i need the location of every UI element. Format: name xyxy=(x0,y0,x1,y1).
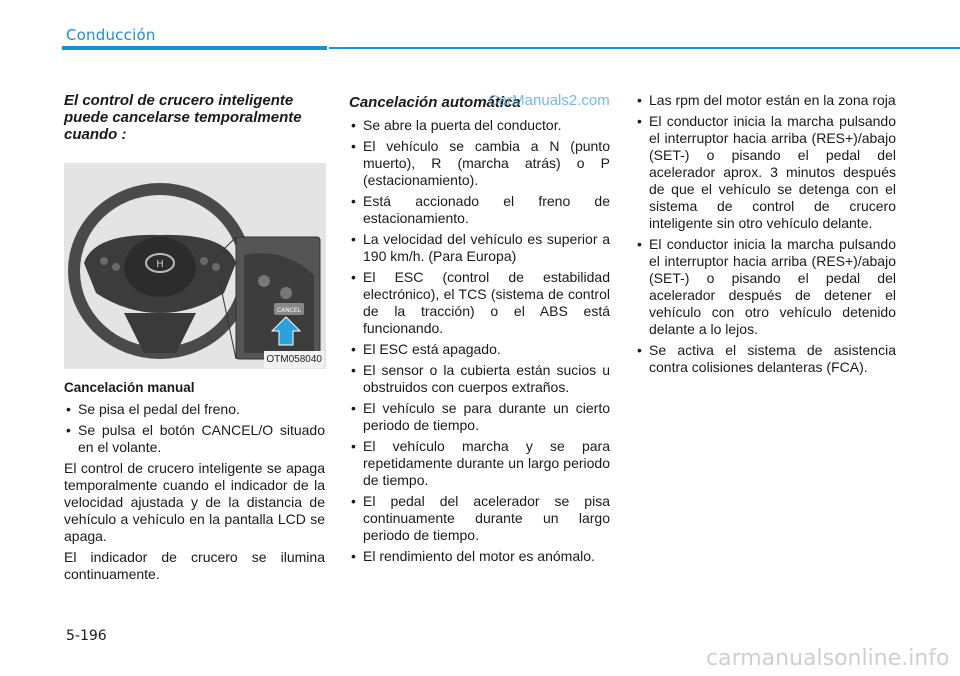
list-item: • El pedal del acelerador se pisa continuamente durante un largo periodo de tiempo. xyxy=(349,493,610,544)
paragraph: El indicador de crucero se ilumina continuamente. xyxy=(64,549,325,582)
manual-cancel-heading: Cancelación manual xyxy=(64,380,195,395)
list-item: • El ESC (control de estabilidad electrónico), el TCS (sistema de control de la tracción) o el ABS está funcionando. xyxy=(349,269,610,337)
list-item: • El vehículo se para durante un cierto periodo de tiempo. xyxy=(349,400,610,434)
list-item: • Está accionado el freno de estacionamiento. xyxy=(349,193,610,227)
list-item: • Las rpm del motor están en la zona roja xyxy=(635,92,896,109)
figure-code: OTM058040 xyxy=(264,351,324,368)
list-item: • Se pulsa el botón CANCEL/O situado en el volante. xyxy=(64,422,325,456)
auto-cancel-heading: Cancelación automática xyxy=(349,94,521,111)
page-number: 5-196 xyxy=(66,628,107,644)
auto-cancel-list-cont xyxy=(635,92,896,376)
list-item: • Se abre la puerta del conductor. xyxy=(349,117,610,134)
section-title: Conducción xyxy=(66,26,156,44)
list-item: • El sensor o la cubierta están sucios u obstruidos con cuerpos extraños. xyxy=(349,362,610,396)
column-middle xyxy=(349,94,610,569)
manual-cancel-list xyxy=(64,401,325,456)
list-item: • La velocidad del vehículo es superior a 190 km/h. (Para Europa) xyxy=(349,231,610,265)
paragraph: El control de crucero inteligente se apaga temporalmente cuando el indicador de la velocidad ajustada y de la distancia de vehículo a vehículo en la pantalla LCD se apaga. xyxy=(64,460,325,544)
watermark-top: CarManuals2.com xyxy=(488,92,610,109)
column-right xyxy=(635,92,896,380)
steering-wheel-illustration xyxy=(64,163,326,369)
list-item: • Se activa el sistema de asistencia contra colisiones delanteras (FCA). xyxy=(635,342,896,376)
cancel-heading: El control de crucero inteligente puede cancelarse temporalmente cuando : xyxy=(64,92,302,143)
header-rule-thin xyxy=(329,47,960,49)
list-item: • El vehículo se cambia a N (punto muerto), R (marcha atrás) o P (estacionamiento). xyxy=(349,138,610,189)
list-item: • El vehículo marcha y se para repetidamente durante un largo periodo de tiempo. xyxy=(349,438,610,489)
list-item: • Se pisa el pedal del freno. xyxy=(64,401,325,418)
list-item: • El conductor inicia la marcha pulsando el interruptor hacia arriba (RES+)/abajo (SET-) o pisando el pedal del acelerador aprox. 3 minutos después de que el vehículo se detenga con el sistema de control de crucero inteligente sin otro vehículo delante. xyxy=(635,113,896,232)
list-item: • El ESC está apagado. xyxy=(349,341,610,358)
header-rule-thick xyxy=(62,46,327,50)
list-item: • El conductor inicia la marcha pulsando el interruptor hacia arriba (RES+)/abajo (SET-) o pisando el pedal del acelerador después de detener el vehículo con otro vehículo detenido delante a lo lejos. xyxy=(635,236,896,338)
list-item: • El rendimiento del motor es anómalo. xyxy=(349,548,610,565)
column-left xyxy=(64,92,325,587)
steering-wheel-figure xyxy=(64,163,326,369)
svg-text:H: H xyxy=(156,259,164,270)
auto-cancel-list xyxy=(349,117,610,565)
cancel-button-label: CANCEL xyxy=(276,307,302,314)
watermark-bottom: carmanualsonline.info xyxy=(706,646,950,671)
